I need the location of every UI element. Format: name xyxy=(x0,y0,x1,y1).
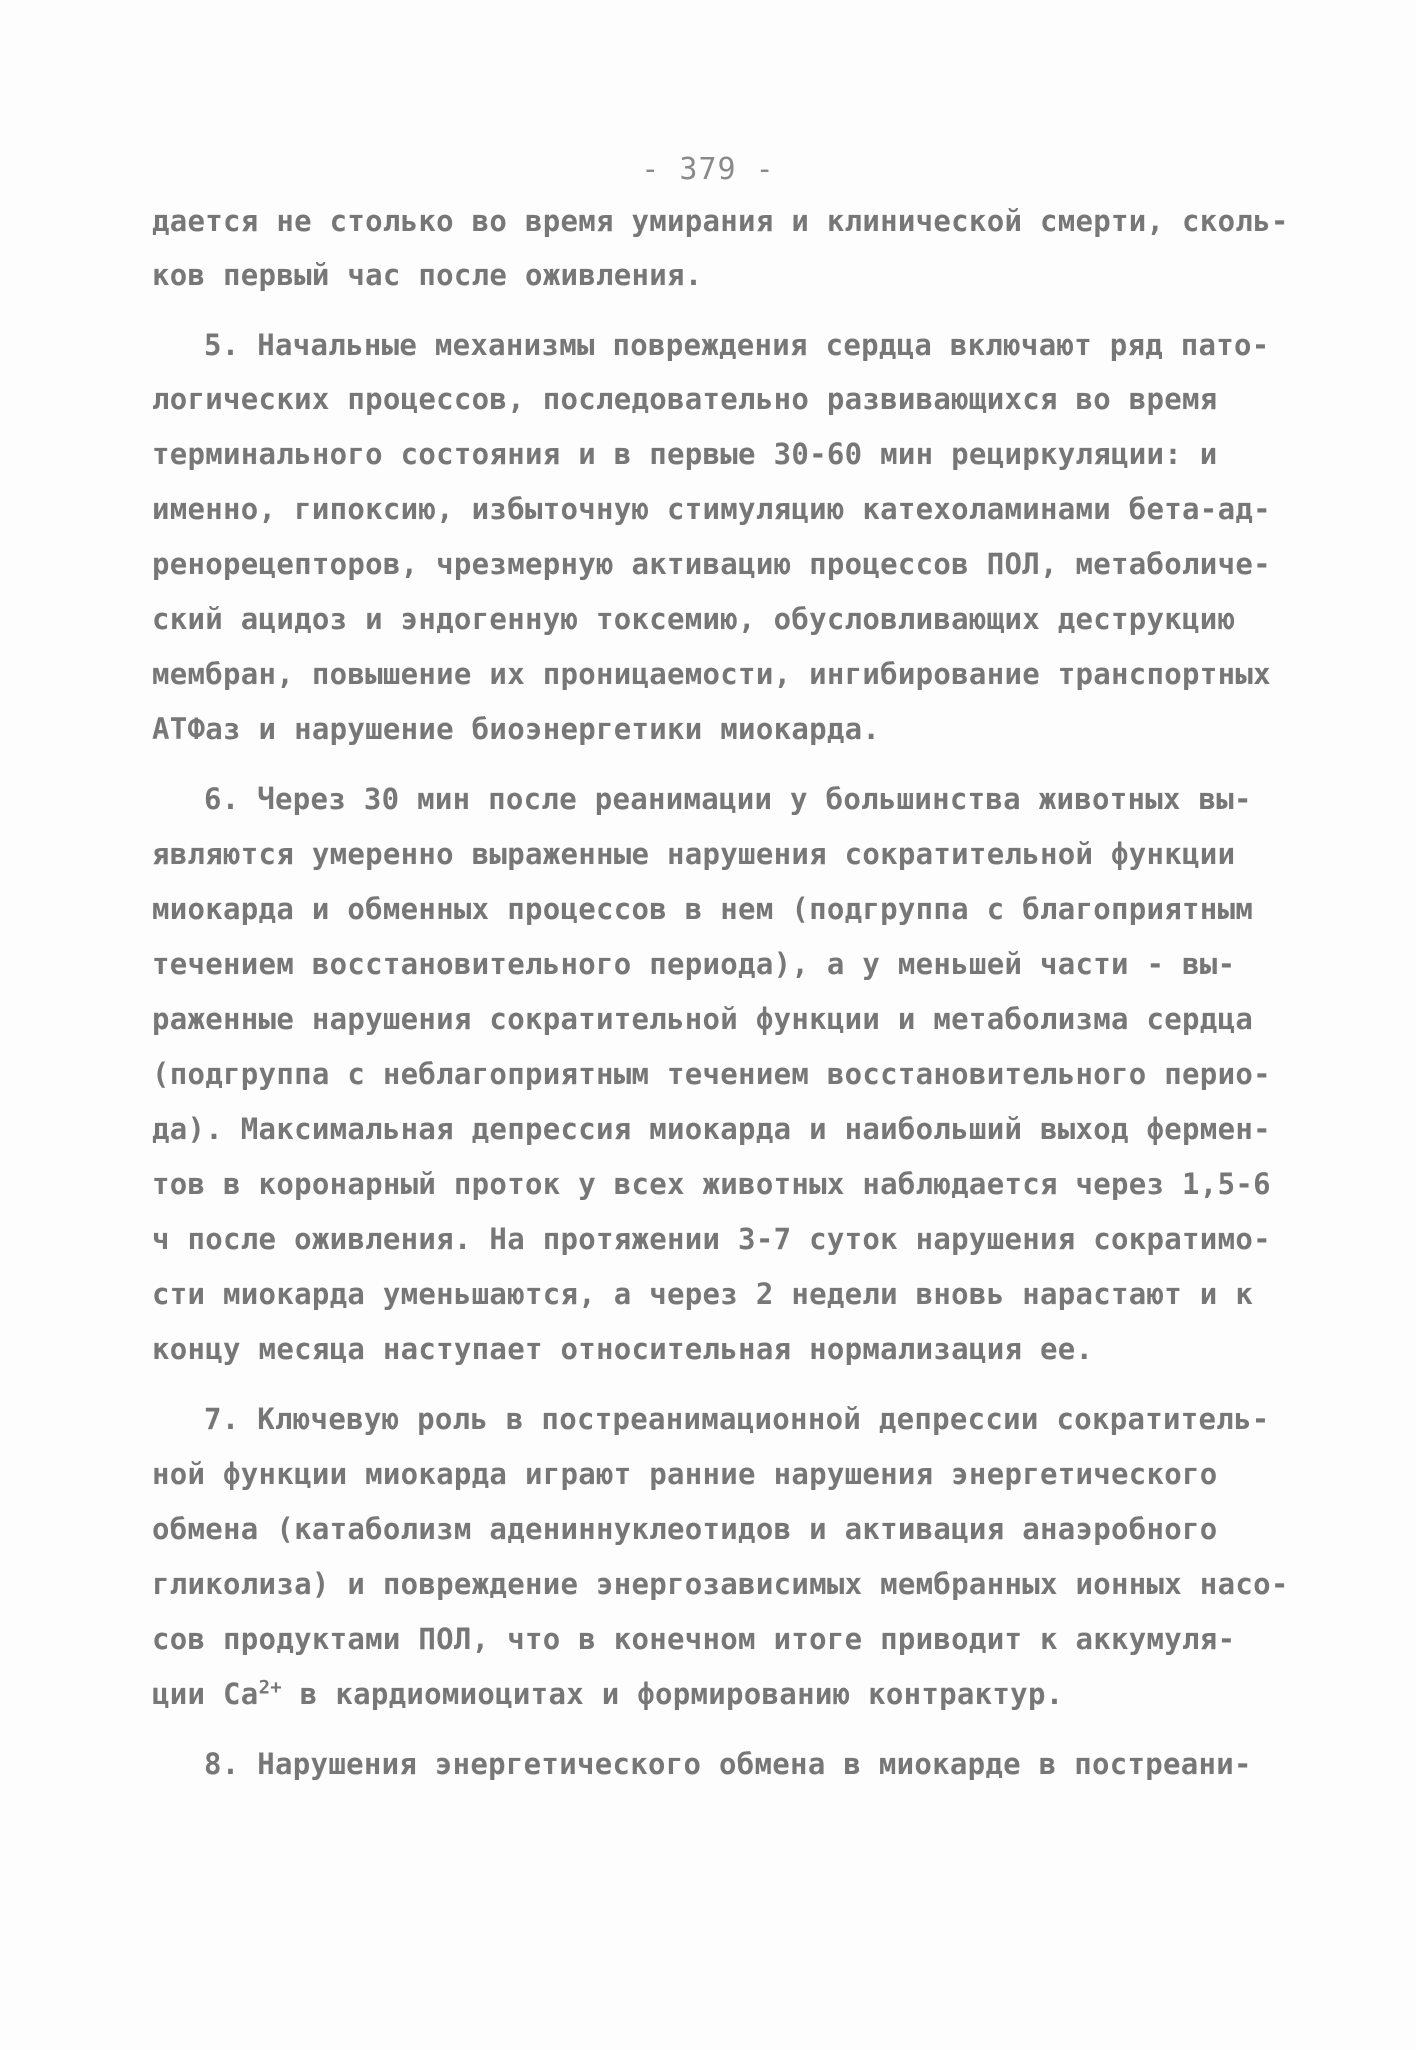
text-line: 8. Нарушения энергетического обмена в миокарде в постреани- xyxy=(204,1747,1252,1781)
text-line: 6. Через 30 мин после реанимации у большинства животных вы- xyxy=(204,782,1252,816)
text-fragment: в кардиомиоцитах и формированию контрактур. xyxy=(282,1677,1064,1711)
text-line: ренорецепторов, чрезмерную активацию процессов ПОЛ, метаболиче- xyxy=(152,547,1271,581)
superscript-charge: 2+ xyxy=(258,1676,283,1699)
text-line: ский ацидоз и эндогенную токсемию, обусловливающих деструкцию xyxy=(152,602,1236,636)
text-line: сти миокарда уменьшаются, а через 2 недели вновь нарастают и к xyxy=(152,1277,1254,1311)
text-line: ной функции миокарда играют ранние нарушения энергетического xyxy=(152,1457,1218,1491)
text-line: сов продуктами ПОЛ, что в конечном итоге приводит к аккумуля- xyxy=(152,1622,1236,1656)
page-number: - 379 - xyxy=(641,152,775,187)
text-line: ч после оживления. На протяжении 3-7 суток нарушения сократимо- xyxy=(152,1222,1271,1256)
text-fragment: ции Ca xyxy=(152,1677,259,1711)
text-line: обмена (катаболизм адениннуклеотидов и активация анаэробного xyxy=(152,1512,1218,1546)
text-line: 5. Начальные механизмы повреждения сердца включают ряд пато- xyxy=(204,328,1270,362)
text-line: (подгруппа с неблагоприятным течением восстановительного перио- xyxy=(152,1057,1271,1091)
text-line: ков первый час после оживления. xyxy=(152,258,703,292)
text-line: АТФаз и нарушение биоэнергетики миокарда. xyxy=(152,712,881,746)
text-line: концу месяца наступает относительная нормализация ее. xyxy=(152,1332,1094,1366)
text-line: течением восстановительного периода), а у меньшей части - вы- xyxy=(152,947,1236,981)
text-line: да). Максимальная депрессия миокарда и наибольший выход фермен- xyxy=(152,1112,1271,1146)
text-line: дается не столько во время умирания и клинической смерти, сколь- xyxy=(152,204,1289,238)
text-line-with-superscript xyxy=(152,1677,1063,1711)
text-line: именно, гипоксию, избыточную стимуляцию катехоламинами бета-ад- xyxy=(152,492,1271,526)
text-line: мембран, повышение их проницаемости, ингибирование транспортных xyxy=(152,657,1271,691)
text-line: 7. Ключевую роль в постреанимационной депрессии сократитель- xyxy=(204,1402,1270,1436)
text-line: являются умеренно выраженные нарушения сократительной функции xyxy=(152,837,1236,871)
text-line: тов в коронарный проток у всех животных наблюдается через 1,5-6 xyxy=(152,1167,1271,1201)
text-line: гликолиза) и повреждение энергозависимых мембранных ионных насо- xyxy=(152,1567,1289,1601)
text-line: терминального состояния и в первые 30-60 мин рециркуляции: и xyxy=(152,437,1218,471)
text-line: логических процессов, последовательно развивающихся во время xyxy=(152,382,1218,416)
text-line: миокарда и обменных процессов в нем (подгруппа с благоприятным xyxy=(152,892,1254,926)
text-line: раженные нарушения сократительной функции и метаболизма сердца xyxy=(152,1002,1254,1036)
